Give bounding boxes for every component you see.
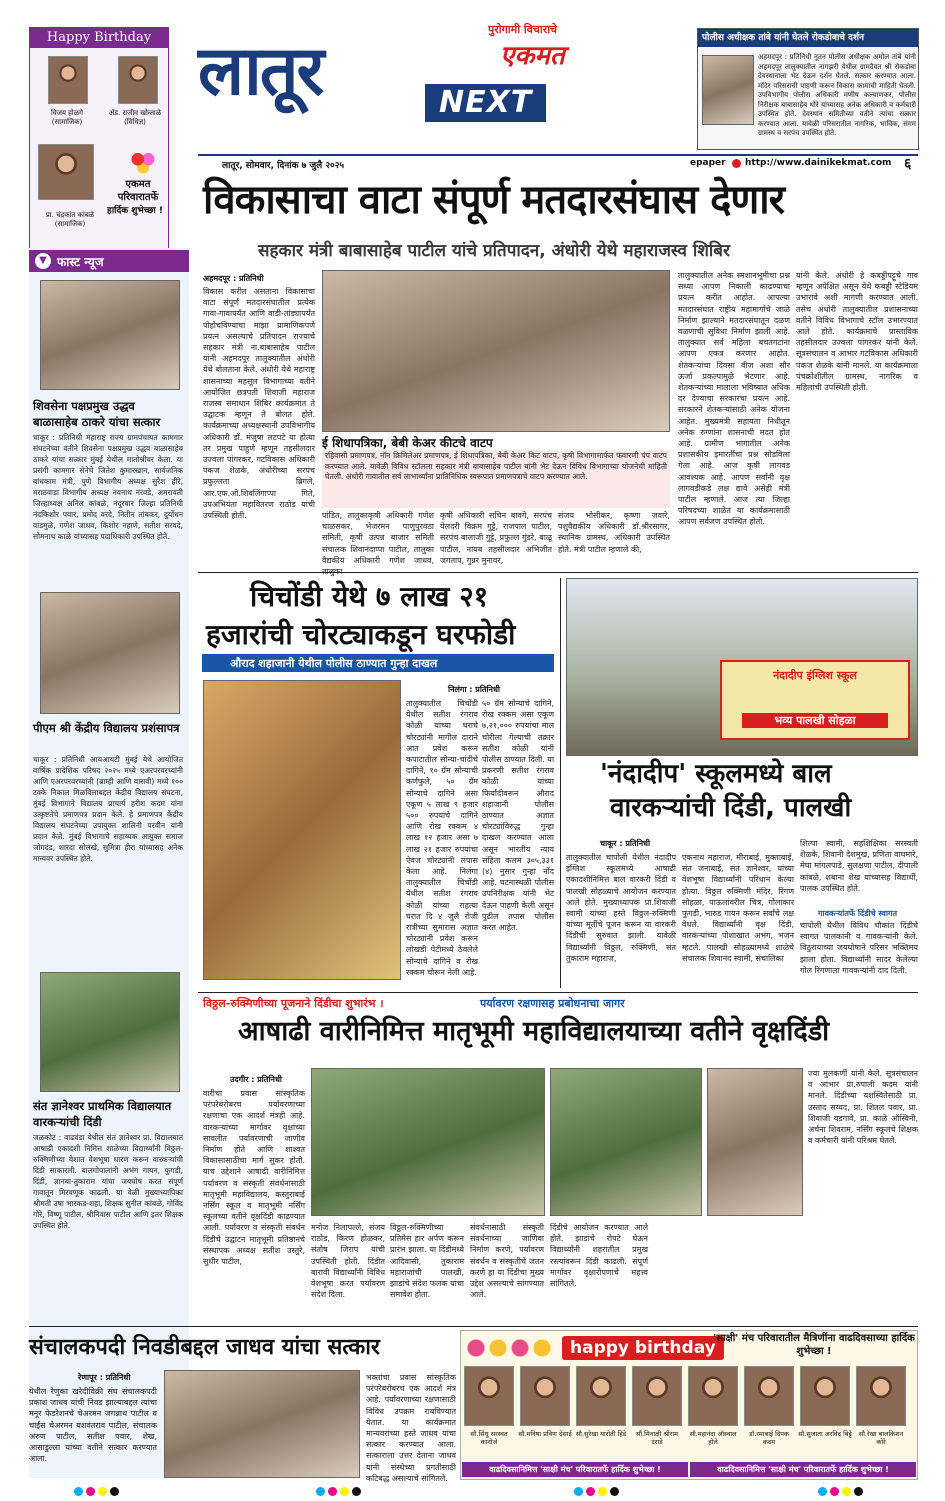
nandadeep-banner bbox=[720, 660, 910, 740]
fast-news-photo-3 bbox=[40, 972, 180, 1092]
main-col-6: यांनी केले. अंधोरी हे कबड्डीपट्टूचे गाव म्हणून अपेक्षित असून येथे कबड्डी स्टेडियम उभारावे अशी मागणी करण्यात आली. तसेच अंधोरी तालुक्यातील प्रशासनाच्या वतीने विविध विभागाचे स्टॉल उभारण्यात आले होते. कार्यक्रमाचे प्रास्ताविक तहसीलदार उज्वला पांगरकर यांनी केले. सूत्रसंचालन व आभार गटविकास अधिकारी पंकज शेळके यांनी मानले. या कार्यक्रमाला पंचक्रोशीतील ग्रामस्थ, नागरिक व महिलांची उपस्थिती होती. bbox=[796, 271, 918, 393]
main-col-3: कृषी अधिकारी सचिन बावगे, सरपंच येलदरी विक्रम गुट्टे, राजपाल पाटील, सरपंच बालाजी गुट्टे, प्रफुल्ल गुंडरे, बाळू पाटील, नायब तहसीलदार अभिजीत जगताप, गुन्नर मुनावर, bbox=[440, 511, 552, 565]
birthday-role-1: (सामाजिक) bbox=[51, 118, 83, 126]
top-right-headline: पोलीस अधीक्षक तांबे यांनी घेतले रोकडोबाचे दर्शन bbox=[698, 29, 918, 47]
birthday-role-3: (सामाजिक) bbox=[54, 220, 86, 228]
burglary-photo bbox=[203, 680, 401, 980]
nandadeep-col-3: शिल्पा स्वामी, सहशिक्षिका सरस्वती शेळके, शिवानी देशमुख, प्रणिता वाघमारे, मेघा मांगलपाडे, सुलक्षणा पाटील, दीपाली कांबळे, शबाना शेख यांच्यासह विद्यार्थी, पालक उपस्थित होते. bbox=[800, 839, 918, 893]
dateline-rule bbox=[198, 154, 918, 156]
tree-top-rule bbox=[198, 992, 918, 993]
main-caption-body: रहिवासी प्रमाणपत्र, नॉन क्रिमिलेअर प्रमाणपत्र, ई शिधापत्रिका, बेबी केअर किट वाटप, कृषी विभागामार्फत फवारणी पंप वाटप करण्यात आले. यावेळी विविध स्टॉलला सहकार मंत्री बाबासाहेब पाटील यांनी भेट देऊन विविध विभागाच्या योजनेची माहिती घेतली. अंधोरी गावातील सर्व लाभार्थ्यांना प्रातिनिधिक स्वरूपात प्रमाणपत्राचे वाटप करण्यात आले. bbox=[322, 450, 670, 508]
registration-dots-3 bbox=[574, 1487, 619, 1497]
fast-news-body-3: जळकोट : वाढवंडा येथील संत ज्ञानेश्वर प्रा. विद्यालयात आषाढी एकादशी निमित्त शाळेच्या विद्यार्थ्यांनी विठ्ठल-रुक्मिणीच्या वेशात वेशभूषा धारण करून वारकऱ्यांची दिंडी साकारली. बालगोपालांनी अभंग गायन, फुगडी, दिंडी, ज्ञानबा-तुकाराम यांचा जयघोष करत संपूर्ण गावातून मिरवणूक काढली. या वेळी मुख्याध्यापिका श्रीमती उषा भारकड-शहा, शिक्षक सुनील कांबळे, गोविंद गोरे, विष्णू पाटील, श्रीनिवास पाटील आणि इतर शिक्षक उपस्थित होते. bbox=[33, 1133, 183, 1230]
epaper-label: epaper bbox=[690, 158, 726, 168]
fast-news-headline-1: शिवसेना पक्षप्रमुख उद्धव बाळासाहेब ठाकरे यांचा सत्कार bbox=[33, 399, 161, 429]
birthday-photo-2 bbox=[118, 56, 158, 104]
birthday-name-3: प्रा. चंद्रकांत कांबळे bbox=[45, 211, 95, 219]
tree-headline: आषाढी वारीनिमित्त मातृभूमी महाविद्यालयाच्या वतीने वृक्षदिंडी bbox=[238, 1016, 830, 1047]
main-col-5: तालुक्यातील अनेक स्मशानभूमीचा प्रश्न सध्या आपण निकाली काढण्याचा प्रयत्न करीत आहोत. आपल्या मतदारसंघात राष्ट्रीय महामार्गाचे जाळे निर्माण झाल्याने मतदारसंघातून दळण वळणाची सुविधा निर्माण झाली आहे. तालुक्यात सर्व महिला बचतगटांना आपण एकत्र करणार आहोत. शेतकऱ्यांचा दिवसा वीज अशा सौर ऊर्जा प्रकल्पामुळे भेटणार आहे. शेतकऱ्यांच्या मालाला भविष्यात अधिक दर देण्याचा सरकारचा प्रयत्न आहे. सरकारने शेतकऱ्यांसाठी अनेक योजना आहेत. मुख्यमंत्री सहायता निधीतून अनेक रुग्णांना शासनाची मदत होत आहे. ग्रामीण भागातील अनेक प्रशासकीय इमारतींचा प्रश्न सोडविला गेला आहे. आज कृषी लागवड आवश्यक आहे. आपण सर्वांनी वृक्ष लागवडीकडे लक्ष द्यावे असेही मंत्री पाटील म्हणाले. आज त्या जिल्हा परिषदच्या शाळेत या कार्यक्रमासाठी आपण सर्वजण उपस्थित होतो. bbox=[678, 271, 790, 527]
sakshi-portrait bbox=[520, 1366, 570, 1426]
sakshi-name: सौ.रेखा बालकिशन कोरे bbox=[858, 1430, 904, 1446]
jadhav-headline: संचालकपदी निवडीबद्दल जाधव यांचा सत्कार bbox=[29, 1335, 380, 1360]
sakshi-name: डॉ.रमाबाई दिपक कदम bbox=[749, 1430, 789, 1446]
main-col-1: विकास करीत असताना विकासाचा वाटा संपूर्ण मतदारसंघातील प्रत्येक गावा-गावापर्यंत आणि वाडी-तांड्यापर्यंत पोहोचविण्याचा माझा प्रामाणिकपणे प्रयत्न असल्याचे प्रतिपादन राज्याचे सहकार मंत्री ना.बाबासाहेब पाटील यांनी अहमदपूर तालुक्यातील अंधोरी येथे बोलताना केले. अंधोरी येथे महाराष्ट्र शासनाच्या महसूल विभागाच्या वतीने आयोजित छत्रपती शिवाजी महाराज राजस्व समाधान शिबिर कार्यक्रमात ते उद्घाटक म्हणून ते बोलत होते. कार्यक्रमाच्या अध्यक्षस्थानी उपविभागीय अधिकारी डॉ. मंजुषा लटपटे या होत्या तर प्रमुख पाहुणे म्हणून तहसीलदार उज्वला पांगरकर, गटविकास अधिकारी पंकज शेळके, अंधोरीच्या सरपंच प्रफुल्लता ब्रिगले, आर.एफ.ओ.शिवलिंगाप्पा गिते, उपअभियंता महावितरण राठोड यांची उपस्थिती होती. bbox=[203, 287, 315, 521]
fast-news-headline-2: पीएम श्री केंद्रीय विद्यालय प्रशंसापत्र bbox=[33, 721, 180, 735]
burglary-subhead: औराद शहाजानी येथील पोलीस ठाण्यात गुन्हा दाखल bbox=[230, 657, 438, 670]
sakshi-footer-left: वाढदिवसानिमित्त 'साक्षी मंच' परिवारातर्फे हार्दिक शुभेच्छा ! bbox=[462, 1462, 688, 1477]
burglary-byline: निलंगा : प्रतिनिधी bbox=[448, 685, 500, 694]
tree-kicker-red: विठ्ठल-रुक्मिणीच्या पूजनाने दिंडीचा शुभारंभ । bbox=[203, 997, 384, 1010]
sakshi-name: सौ.महानंदा ऑस्वाल होले bbox=[689, 1430, 737, 1446]
nandadeep-headline-2: वारकऱ्यांची दिंडी, पालखी bbox=[610, 793, 852, 823]
fast-news-photo-1 bbox=[40, 280, 180, 390]
burglary-col-2: ५० ग्रॅम सोन्याचे दागिने, रोख रक्कम असा एकूण ७,२१,००० रुपयांचा माल चोरीला गेल्याची तक्रार सतीश कोळी यांनी पोलीस ठाण्यात दिली. या प्रकरणी सतीश रंगराव कोळी यांच्या फिर्यादीवरून औराद शहाजानी पोलीस ठाण्यात अज्ञात चोरट्यांविरुद्ध गुन्हा दाखल करण्यात आला असून भारतीय न्याय संहिता कलम ३०५,३३१ (४) नुसार गुन्हा नोंद आहे. घटनास्थळी पोलीस उपनिरीक्षक यांनी भेट देऊन पाहणी केली असून पुढील तपास पोलीस करत आहेत. bbox=[482, 699, 555, 933]
nandadeep-col-1: तालुक्यातील चापोली येथील नंदादीप इंग्लिश स्कूलमध्ये आषाढी एकादशीनिमित्त बाल वारकरी दिंडी व पालखी सोहळ्याचे आयोजन करण्यात आले होते. मुख्याध्यापक प्रा.शिवाजी स्वामी यांच्या हस्ते विठ्ठल-रुक्मिणी यांच्या मूर्तीचे पूजन करून या वारकरी दिंडीची सुरुवात झाली. यावेळी विद्यार्थ्यांनी विठ्ठल, रुक्मिणी, संत तुकाराम महाराज, bbox=[566, 853, 676, 963]
burglary-divider bbox=[560, 578, 561, 988]
sakshi-name: सौ.सुरेखा मारोती हिंडे bbox=[575, 1430, 627, 1438]
sakshi-portrait bbox=[856, 1366, 906, 1426]
top-right-story-box bbox=[697, 28, 919, 150]
registration-dots-2 bbox=[316, 1487, 361, 1497]
registration-dots-1 bbox=[74, 1487, 119, 1497]
birthday-box bbox=[29, 27, 169, 249]
tree-col-1: वारीचा प्रवास सांस्कृतिक परंपरेबरोबरच पर्यावरणाच्या रक्षणाचा एक आदर्श मंत्रही आहे. वारकऱ्यांच्या मार्गावर वृक्षांच्या सावलीत पर्यावरणाची जाणीव निर्माण होते आणि शाश्वत विकासासाठीचा मार्ग सुकर होतो. याच उद्देशाने आषाढी वारीनिमित्त पर्यावरण व संस्कृती संवर्धनासाठी मातृभूमी महाविद्यालय, कस्तुराबाई नर्सिंग स्कूल व मातृभूमी नर्सिंग स्कूलच्या वतीने वृक्षदिंडी काढण्यात आली. पर्यावरण व संस्कृती संवर्धन दिंडीचे उद्घाटन मातृभूमी प्रतिष्ठानचे संस्थापक अध्यक्ष सतीश उस्तुरे, सुधीर पाटील, bbox=[203, 1089, 305, 1267]
burglary-col-1: तालुक्यातील चिचोंडी येथील सतीश रंगराव कोळी यांच्या घराचे चोरट्यांनी मागील दाराने आत प्रवेश करून कपाटातील सोन्या-चांदीचे दागिने, १० ग्रॅम सोन्याची कर्णफुले, ५० ग्रॅम सोन्याचे दागिने असा एकूण ५ लाख ९ हजार ५०० रुपयांचे दागिने आणि रोख रक्कम ४ लाख १२ हजार असा ७ लाख २१ हजार रुपयांचा ऐवज चोरट्यांनी लंपास केला आहे. निलंगा तालुक्यातील चिचोंडी येथील सतीश रंगराव कोळी यांच्या राहत्या घरात दि ४ जुलै रोजी रात्रीच्या सुमारास अज्ञात चोरट्यांनी प्रवेश करून लोखंडी पेटीमध्ये ठेवलेले सोन्याचे दागिने व रोख रक्कम चोरून नेली आहे. bbox=[406, 699, 478, 977]
nandadeep-banner-sub: भव्य पालखी सोहळा bbox=[742, 713, 888, 728]
nandadeep-byline: चाकूर : प्रतिनिधी bbox=[600, 839, 651, 848]
tree-photo-2 bbox=[550, 1068, 702, 1216]
fast-news-photo-2 bbox=[40, 592, 180, 714]
tree-bottom-rule bbox=[29, 1326, 918, 1327]
main-headline: विकासाचा वाटा संपूर्ण मतदारसंघास देणार bbox=[203, 177, 784, 223]
jadhav-byline: रेणापूर : प्रतिनिधी bbox=[78, 1373, 131, 1382]
sakshi-name: सौ.मिनाक्षी श्रीराम दराडे bbox=[636, 1430, 678, 1446]
sakshi-footer-right: वाढदिवसानिमित्त 'साक्षी मंच' परिवारातर्फे हार्दिक शुभेच्छा ! bbox=[690, 1462, 916, 1477]
top-right-photo bbox=[702, 55, 754, 125]
nandadeep-col-2: एकनाथ महाराज, मीराबाई, मुक्ताबाई, संत जनाबाई, संत ज्ञानेश्वर, यांच्या वेशभूषा विद्यार्थ्यांनी परिधान केल्या होत्या. विठ्ठल रुक्मिणी मंदिर, रिंगण सोहळा, पाऊलांवरील चित्र, गोलाकार फुगडी, भारुड गायन करून सर्वांचे लक्ष वेधले. विद्यार्थ्यांनी वृक्ष दिंडी, वारकऱ्यांच्या पोशाखात अभंग, भजन म्हटले. पालखी सोहळ्यामध्ये शाळेचे संचालक शिवानंद स्वामी, संचालिका bbox=[682, 853, 794, 963]
main-photo-caption: ई शिधापत्रिका, बेबी केअर कीटचे वाटप bbox=[322, 436, 493, 450]
tree-kicker-black: पर्यावरण रक्षणासह प्रबोधनाचा जागर bbox=[480, 997, 625, 1010]
jadhav-col-1: येथील रेणुका खरेदीविक्री संघ संचालकपदी प्रकाश जाधव यांची निवड झाल्याबद्दल त्यांचा मनूर फेडरेशनचे चेअरमन जगन्नाथ पाटील व चाईंस चेअरमन यशवंतराव पाटील, संचालक अरुण पाटील, सतीश पवार, शेख, आसाडुल्ला यांच्या वतीने सत्कार करण्यात आला. bbox=[29, 1387, 157, 1464]
website-url: http://www.dainikekmat.com bbox=[745, 158, 892, 168]
tree-col-2: मनोज निलापल्ले, संजय राठोड, किरण होळकर, संतोष जिराप यांची उपस्थिती होती. दिंडीत बारावी विद्यार्थ्यांनी विविध वेशभूषा करत पर्यावरण संदेश दिला. bbox=[311, 1223, 385, 1300]
fast-news-label-box bbox=[29, 250, 189, 272]
fast-news-body-2: चाकूर : प्रतिनिधी आयआयटी मुंबई येथे आयोजित वार्षिक प्रादेशिक परिषद २०२५ मध्ये एअरपरवरच्यांनी आणि एअरपरवरच्यांनी (ब्राम्ही आणि वासवी) मध्ये १०० टक्के निकाल मिळविलाबद्दल केंद्रीय विद्यालय संघटना, मुंबई विभागाने विद्यालय प्राचार्य हरीश कदम यांना उत्कृष्टतेचे प्रमाणपत्र प्रदान केले. हे प्रमाणपत्र केंद्रीय विद्यालय संघटनेच्या उपायुक्त शालिनी परवीन यांनी प्रदान केले. मुंबई विभागाचे सहाय्यक आयुक्त समाज जोगदंड, शारदा सोलंखे, सुमित्रा हीरा यांच्यासह अनेक मान्यवर उपस्थित होते. bbox=[33, 755, 183, 863]
tree-byline: उदगीर : प्रतिनिधी bbox=[230, 1075, 282, 1084]
chevron-down-icon: ▼ bbox=[35, 253, 51, 269]
tree-col-4: संवर्धनासाठी संस्कृती संवर्धनाच्या जाणिवा निर्माण करणे, पर्यावरण संवर्धन व संस्कृतीचे जतन करणे हा या दिंडीचा मुख्य उद्देश असल्याचे सांगण्यात आले. bbox=[470, 1223, 544, 1300]
tree-col-6: ज्या मुलकर्णी यांनी केले. सूत्रसंचालन व आभार प्रा.रुपाली कदम यांनी मानले. दिंडीच्या यशस्वितेसाठी प्रा. उस्ताद सय्यद, प्रा. शितल पवार, प्रा. शिवाजी वडगावे, प्रा. काळे ऑस्विनी, अर्चना शिवराम, नर्सिंग स्कूलचे शिक्षक व कर्मचारी यांनी परिश्रम घेतले. bbox=[808, 1069, 918, 1146]
sakshi-banner: happy birthday bbox=[562, 1336, 724, 1360]
masthead-tagline: पुरोगामी विचाराचे bbox=[488, 23, 558, 36]
tree-photo-3 bbox=[707, 1068, 803, 1216]
masthead-title: लातूर bbox=[198, 32, 323, 111]
fast-news-label: फास्ट न्यूज bbox=[57, 255, 104, 269]
birthday-role-2: (विधिज्ञ) bbox=[124, 118, 146, 126]
birthday-name-1: विजय होळगे bbox=[51, 109, 83, 117]
burglary-headline-2: हजारांची चोरट्याकडून घरफोडी bbox=[206, 618, 516, 651]
dateline: लातूर, सोमवार, दिनांक ७ जुलै २०२५ bbox=[222, 161, 345, 171]
sakshi-name: सौ.मनिषा प्रविण देसाई bbox=[518, 1430, 572, 1438]
birthday-wish-3: हार्दिक शुभेच्छा ! bbox=[107, 206, 163, 216]
nandadeep-col-3b: चापोली येथील विविध चौकांत दिंडीचे स्वागत पालकांनी व गावकऱ्यांनी केले. विठुरायाच्या जयघोषाने परिसर भक्तिमय झाला होता. विद्यार्थ्यांनी सादर केलेल्या गोल रिंगणाला गावकऱ्यांनी दाद दिली. bbox=[800, 921, 918, 975]
main-bottom-rule bbox=[198, 572, 918, 573]
fast-news-headline-3: संत ज्ञानेश्वर प्राथमिक विद्यालयात वारकऱ्यांची दिंडी bbox=[33, 1099, 172, 1129]
sakshi-portrait bbox=[576, 1366, 626, 1426]
nandadeep-banner-title: नंदादीप इंग्लिश स्कूल bbox=[773, 669, 857, 682]
sakshi-header: 'साक्षी' मंच परिवारातील मैत्रिणींना वाढदिवसाच्या हार्दिक शुभेच्छा ! bbox=[713, 1333, 915, 1357]
birthday-photo-1 bbox=[48, 56, 88, 104]
burglary-headline-1: चिचोंडी येथे ७ लाख २१ bbox=[250, 580, 489, 613]
jadhav-photo bbox=[164, 1370, 360, 1478]
main-photo bbox=[322, 270, 670, 432]
sakshi-name: सौ.सुजाता अरविंद बिट्टे bbox=[798, 1430, 852, 1438]
page-number: ६ bbox=[904, 156, 912, 172]
sakshi-portrait bbox=[800, 1366, 850, 1426]
birthday-wish-1: एकमत bbox=[125, 179, 151, 190]
tree-col-5: दिंडीचे आयोजन करण्यात आले होते. झाडांचे रोपटे घेऊन विद्यार्थ्यांनी शहरातील प्रमुख रस्त्यांवरून दिंडी काढली. संपूर्ण मार्गावर वृक्षारोपणाचे महत्त्व सांगितले. bbox=[550, 1223, 648, 1289]
tree-col-3: विठ्ठल-रुक्मिणीच्या प्रतिमेस हार अर्पण करून प्रारंभ झाला. या दिंडीमध्ये आदिवासी, तुकाराम महाराजांची पालखी, झाडांचे संदेश फलक यांचा समावेश होता. bbox=[390, 1223, 464, 1300]
flowers-icon bbox=[464, 1336, 556, 1360]
flower-bouquet-icon bbox=[130, 148, 156, 176]
main-subhead: सहकार मंत्री बाबासाहेब पाटील यांचे प्रतिपादन, अंधोरी येथे महाराजस्व शिबिर bbox=[258, 241, 730, 261]
nandadeep-subheadline: गावकऱ्यांतर्फे दिंडीचे स्वागत bbox=[818, 909, 898, 918]
nandadeep-headline-1: 'नंदादीप' स्कूलमध्ये बाल bbox=[600, 759, 832, 789]
fast-news-body-1: चाकूर : प्रतिनिधी महाराष्ट्र राज्य ग्रामपंचायत कामगार संघटनेच्या वतीने शिवसेना पक्षप्रमुख उद्धव बाळासाहेब ठाकरे यांचा सत्कार मुंबई येथील मातोश्रीवर केला. या प्रसंगी कामगार सेनेचे जितेश कुमारखान, सार्वजनिक बांधकाम मंत्री, पुणे विभागीय अध्यक्ष सुरेश हीरे, मराठवाडा विभागीय अध्यक्ष नवनाथ नरवडे, अमरावती जिल्हाध्यक्ष अनिल कांबळे, नंदुरबार जिल्हा प्रतिनिधी नंदकिशोर पवार, प्रमोद वरदे, नितीन तांबकर, दुर्योधन वाडमुळे, गणेश जाधव, किशोर नहाणे, सतीश सरवदे, सोमनाथ काळे यांच्यासह पदाधिकारी उपस्थित होते. bbox=[33, 433, 183, 541]
main-byline: अहमदपूर : प्रतिनिधी bbox=[203, 274, 264, 283]
main-col-4: संजय भोसीकर, कृष्णा जवारे, पशुवैद्यकीय अधिकारी डॉ.श्रीरसागर, स्थानिक ग्रामस्थ, अधिकारी उपस्थित होते. मंत्री पाटील म्हणाले की, bbox=[558, 511, 670, 554]
tree-photo-1 bbox=[311, 1068, 545, 1216]
birthday-name-2: ॲड. राजीव खोन्ताळे bbox=[108, 109, 162, 117]
web-icon bbox=[732, 159, 741, 168]
sakshi-portrait bbox=[464, 1366, 514, 1426]
masthead-brand: NEXT bbox=[425, 84, 546, 122]
sakshi-name: सौ.सिंधु सरस्वत कानोजे bbox=[470, 1430, 508, 1446]
birthday-title: Happy Birthday bbox=[30, 28, 168, 48]
main-col-2: पांडित, तालुकाकृषी अधिकारी गणेश चाळसकर, भेजरमन पाणुपुरवठा समिती, कृषी उत्पन्न बाजार समिती संचालक शिवानंदाप्पा पाटील, तालुका वैद्यकीय अधिकारी गणेश जाधव, bbox=[322, 511, 434, 565]
top-right-body: अहमदपूर : प्रतिनिधी नूतन पोलीस अधीक्षक अमोल तांबे यांनी अहमदपूर तालुक्यातील नागझरी येथील ग्रामदैवत श्री रोकडोबा देवस्थानाला भेट देऊन दर्शन घेतले. सत्कार करण्यात आला. मंदिर परिसराची पाहणी करून विकास कामांची माहिती घेतली. उपविभागीय पोलीस अधिकारी मणीष कल्याणकर, पोलीस निरीक्षक बाबासाहेब थोरे यांच्यासह अनेक अधिकारी व कर्मचारी उपस्थित होते. देवस्थान समितीच्या वतीने त्यांचा सत्कार करण्यात आला. यावेळी परिसरातील नागरिक, भाविक, संगम ग्रामस्थ व सरपंच उपस्थित होते. bbox=[758, 53, 916, 137]
masthead-paper-name: एकमत bbox=[500, 41, 565, 71]
birthday-photo-3 bbox=[38, 144, 94, 200]
sakshi-portrait bbox=[688, 1366, 738, 1426]
sakshi-portrait bbox=[632, 1366, 682, 1426]
registration-dots-4 bbox=[818, 1487, 863, 1497]
sakshi-portrait bbox=[744, 1366, 794, 1426]
jadhav-col-2: भक्तांचा प्रवास सांस्कृतिक परंपरेबरोबरच एक आदर्श मंत्र आहे. पर्यावरणाच्या रक्षणासाठी विविध उपक्रम राबविण्यात येतात. या कार्यक्रमात मान्यवरांच्या हस्ते जाधव यांचा सत्कार करण्यात आला. सत्काराला उत्तर देताना जाधव यांनी संस्थेच्या प्रगतीसाठी कटिबद्ध असल्याचे सांगितले. bbox=[366, 1373, 456, 1483]
birthday-wish-2: परिवारातर्फे bbox=[117, 192, 159, 203]
